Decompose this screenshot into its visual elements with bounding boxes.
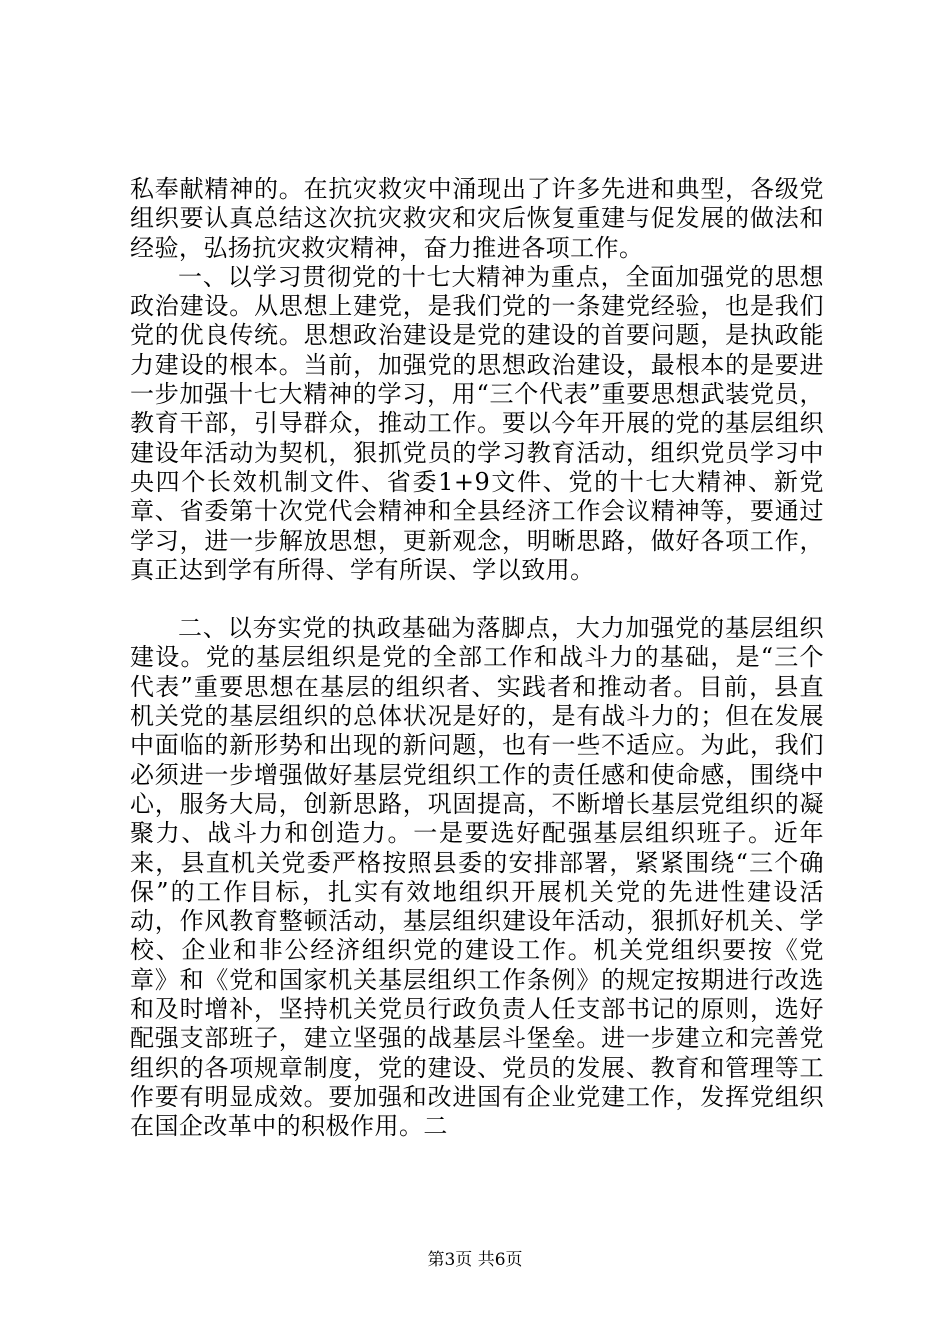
- paragraph-section-two: 二、以夯实党的执政基础为落脚点，大力加强党的基层组织建设。党的基层组织是党的全部工作和战斗力的基础，是“三个代表”重要思想在基层的组织者、实践者和推动者。目前，县直机关党的基层组织的总体状况是好的，是有战斗力的；但在发展中面临的新形势和出现的新问题，也有一些不适应。为此，我们必须进一步增强做好基层党组织工作的责任感和使命感，围绕中心，服务大局，创新思路，巩固提高，不断增长基层党组织的凝聚力、战斗力和创造力。一是要选好配强基层组织班子。近年来，县直机关党委严格按照县委的安排部署，紧紧围绕“三个确保”的工作目标，扎实有效地组织开展机关党的先进性建设活动，作风教育整顿活动，基层组织建设年活动，狠抓好机关、学校、企业和非公经济组织党的建设工作。机关党组织要按《党章》和《党和国家机关基层组织工作条例》的规定按期进行改选和及时增补，坚持机关党员行政负责人任支部书记的原则，选好配强支部班子，建立坚强的战基层斗堡垒。进一步建立和完善党组织的各项规章制度，党的建设、党员的发展、教育和管理等工作要有明显成效。要加强和改进国有企业党建工作，发挥党组织在国企改革中的积极作用。二: [130, 614, 824, 1141]
- paragraph-section-one: 一、以学习贯彻党的十七大精神为重点，全面加强党的思想政治建设。从思想上建党，是我们党的一条建党经验，也是我们党的优良传统。思想政治建设是党的建设的首要问题，是执政能力建设的根本。当前，加强党的思想政治建设，最根本的是要进一步加强十七大精神的学习，用“三个代表”重要思想武装党员，教育干部，引导群众，推动工作。要以今年开展的党的基层组织建设年活动为契机，狠抓党员的学习教育活动，组织党员学习中央四个长效机制文件、省委1+9文件、党的十七大精神、新党章、省委第十次党代会精神和全县经济工作会议精神等，要通过学习，进一步解放思想，更新观念，明晰思路，做好各项工作，真正达到学有所得、学有所误、学以致用。: [130, 262, 824, 584]
- paragraph-continuation: 私奉献精神的。在抗灾救灾中涌现出了许多先进和典型，各级党组织要认真总结这次抗灾救灾和灾后恢复重建与促发展的做法和经验，弘扬抗灾救灾精神，奋力推进各项工作。: [130, 175, 824, 262]
- document-body: [130, 175, 824, 1142]
- page-number-footer: 第3页 共6页: [427, 1250, 523, 1270]
- paragraph-gap: [130, 585, 824, 614]
